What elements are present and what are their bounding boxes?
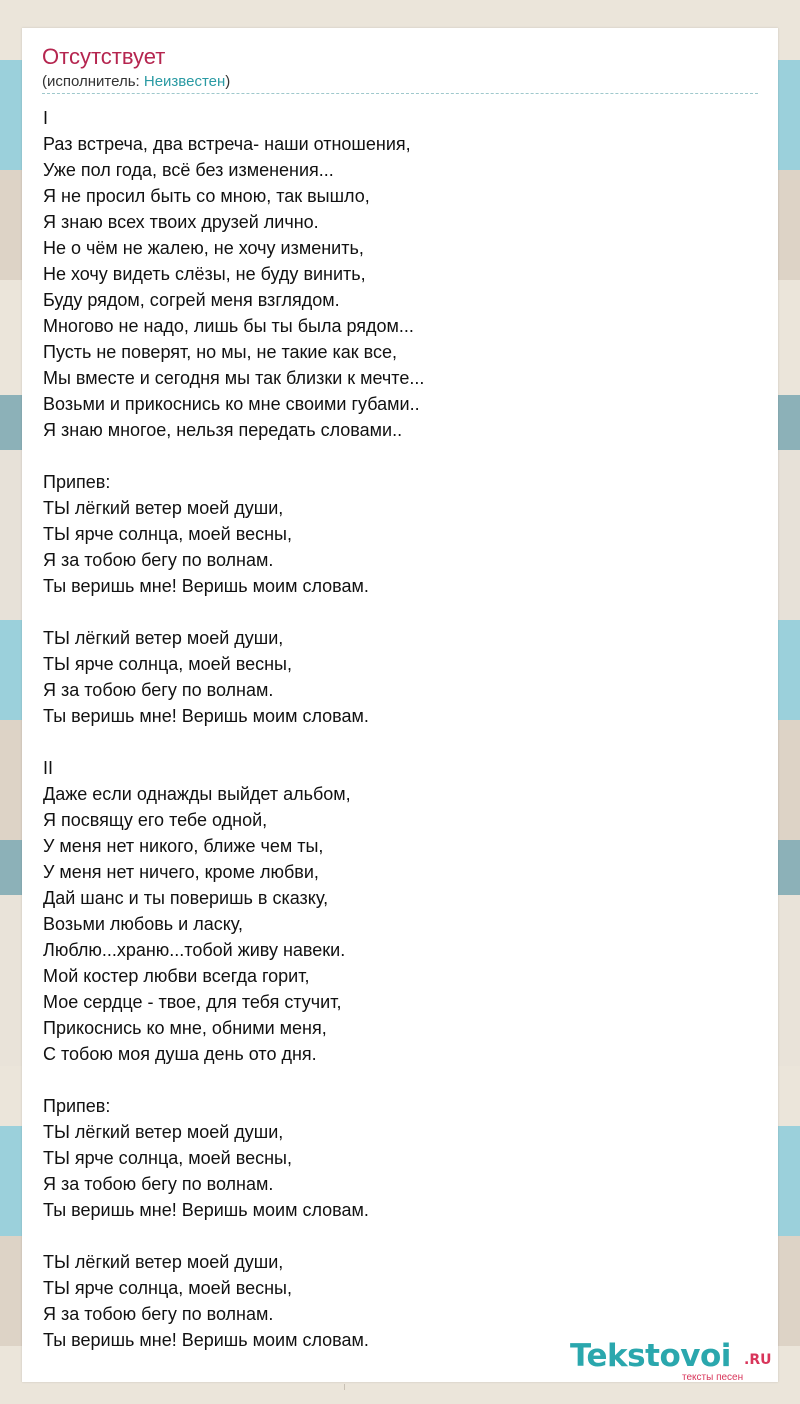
lyric-line: Я не просил быть со мною, так вышло, [43, 186, 370, 206]
song-title: Отсутствует [42, 44, 166, 69]
lyric-line: ТЫ ярче солнца, моей весны, [43, 1148, 292, 1168]
bottom-marker [344, 1384, 345, 1390]
lyric-line: Люблю...храню...тобой живу навеки. [43, 940, 346, 960]
logo-wordmark: Tekstovoi [570, 1338, 731, 1374]
lyric-line: ТЫ ярче солнца, моей весны, [43, 1278, 292, 1298]
lyric-line: ТЫ ярче солнца, моей весны, [43, 654, 292, 674]
lyric-line: ТЫ лёгкий ветер моей души, [43, 1252, 284, 1272]
lyric-line: Мой костер любви всегда горит, [43, 966, 310, 986]
artist-line [42, 73, 230, 91]
artist-link[interactable]: Неизвестен [143, 73, 226, 90]
lyric-line: С тобою моя душа день ото дня. [43, 1044, 317, 1064]
artist-suffix: ) [225, 73, 231, 90]
lyric-line: ТЫ лёгкий ветер моей души, [43, 1122, 284, 1142]
lyric-line: ТЫ лёгкий ветер моей души, [43, 498, 284, 518]
lyric-line: Я за тобою бегу по волнам. [43, 680, 274, 700]
lyric-line: ТЫ лёгкий ветер моей души, [43, 628, 284, 648]
lyric-blank-line [43, 599, 743, 625]
logo-tagline: тексты песен [682, 1372, 744, 1383]
lyrics-text [43, 105, 743, 1353]
lyric-line: Ты веришь мне! Веришь моим словам. [43, 706, 369, 726]
lyric-line: Дай шанс и ты поверишь в сказку, [43, 888, 329, 908]
lyric-line: Уже пол года, всё без изменения... [43, 160, 334, 180]
lyric-line: Ты веришь мне! Веришь моим словам. [43, 1200, 369, 1220]
site-logo[interactable] [570, 1338, 780, 1386]
lyric-line: Припев: [43, 1096, 111, 1116]
lyric-line: Я за тобою бегу по волнам. [43, 1304, 274, 1324]
lyric-line: У меня нет никого, ближе чем ты, [43, 836, 324, 856]
lyric-line: Ты веришь мне! Веришь моим словам. [43, 576, 369, 596]
lyric-blank-line [43, 1223, 743, 1249]
lyric-line: Возьми и прикоснись ко мне своими губами.. [43, 394, 420, 414]
lyric-line: ТЫ ярче солнца, моей весны, [43, 524, 292, 544]
lyric-line: Я за тобою бегу по волнам. [43, 1174, 274, 1194]
lyric-line: Я посвящу его тебе одной, [43, 810, 268, 830]
lyric-line: Возьми любовь и ласку, [43, 914, 243, 934]
logo-domain: .RU [744, 1352, 772, 1368]
lyric-blank-line [43, 729, 743, 755]
lyric-line: Я знаю всех твоих друзей лично. [43, 212, 319, 232]
lyric-line: Ты веришь мне! Веришь моим словам. [43, 1330, 369, 1350]
lyric-blank-line [43, 443, 743, 469]
lyric-line: Даже если однажды выйдет альбом, [43, 784, 351, 804]
lyric-line: Раз встреча, два встреча- наши отношения, [43, 134, 411, 154]
lyric-line: Не хочу видеть слёзы, не буду винить, [43, 264, 366, 284]
lyric-line: Прикоснись ко мне, обними меня, [43, 1018, 327, 1038]
lyric-line: У меня нет ничего, кроме любви, [43, 862, 319, 882]
lyric-line: II [43, 758, 54, 778]
artist-prefix: (исполнитель: [42, 73, 144, 90]
lyric-line: Многово не надо, лишь бы ты была рядом... [43, 316, 414, 336]
lyrics-card [22, 28, 778, 1382]
lyric-line: Мы вместе и сегодня мы так близки к мечте... [43, 368, 425, 388]
lyric-line: Буду рядом, согрей меня взглядом. [43, 290, 340, 310]
lyric-line: Пусть не поверят, но мы, не такие как все, [43, 342, 397, 362]
lyric-line: I [43, 108, 49, 128]
lyric-line: Не о чём не жалею, не хочу изменить, [43, 238, 364, 258]
lyric-blank-line [43, 1067, 743, 1093]
title-divider [42, 93, 758, 94]
lyric-line: Я знаю многое, нельзя передать словами.. [43, 420, 403, 440]
lyric-line: Припев: [43, 472, 111, 492]
lyric-line: Я за тобою бегу по волнам. [43, 550, 274, 570]
lyric-line: Мое сердце - твое, для тебя стучит, [43, 992, 342, 1012]
